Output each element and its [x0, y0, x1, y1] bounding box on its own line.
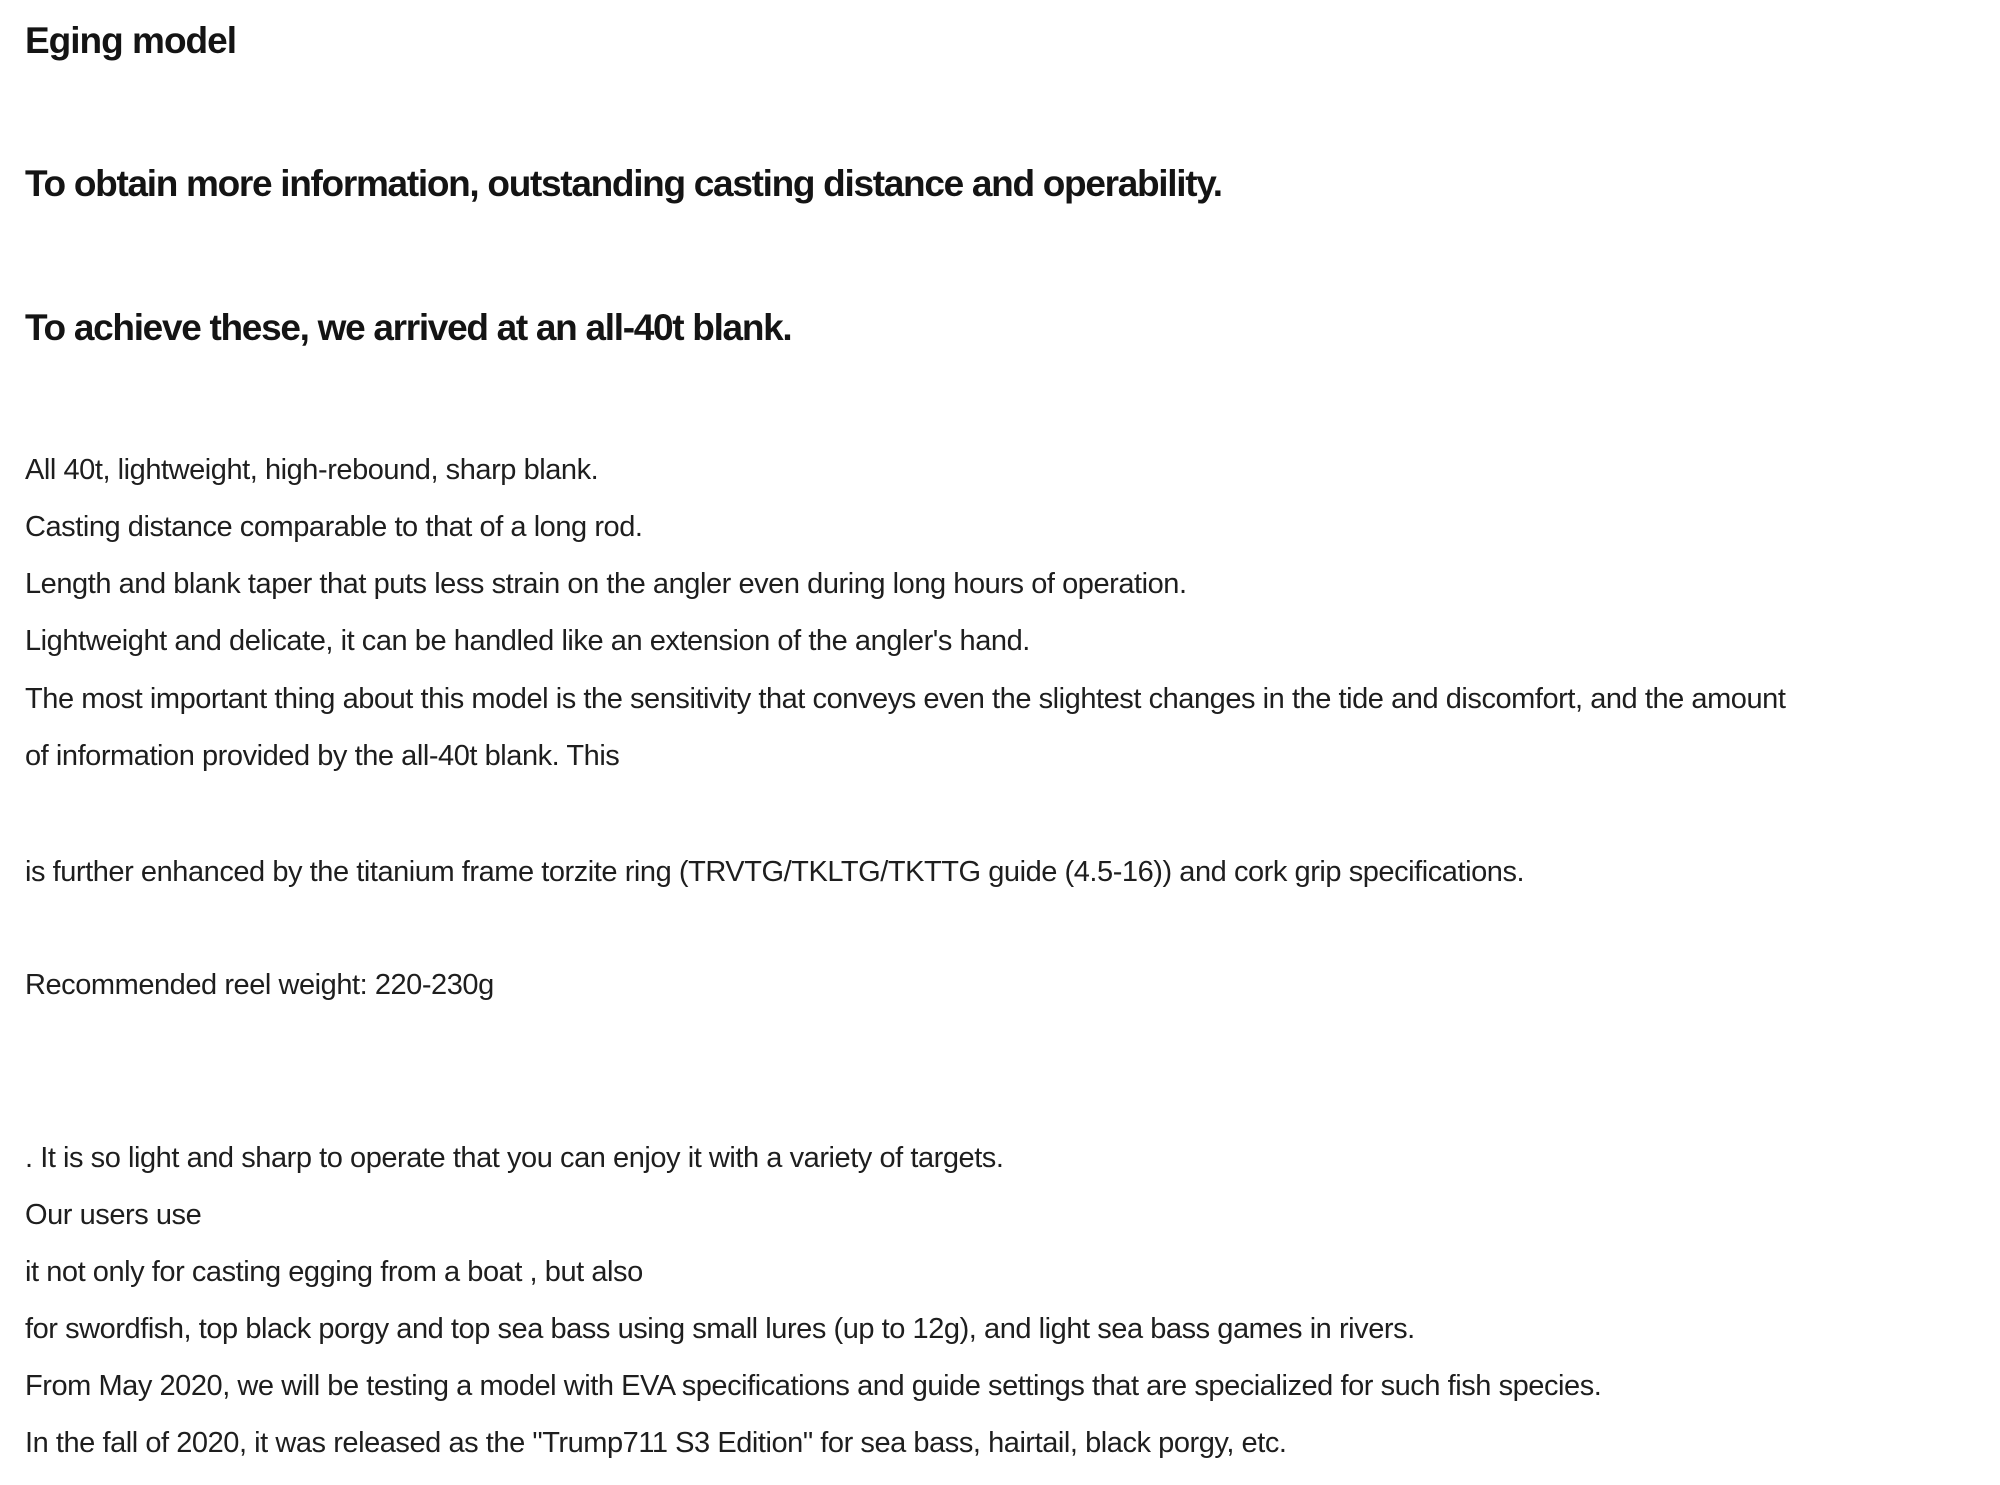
usage-line: From May 2020, we will be testing a model with EVA specifications and guide settings that are specialized for such fish species. [25, 1370, 1602, 1402]
page-title: Eging model [25, 20, 236, 61]
feature-line: All 40t, lightweight, high-rebound, sharp blank. [25, 454, 599, 486]
usage-line: for swordfish, top black porgy and top sea bass using small lures (up to 12g), and light sea bass games in rivers. [25, 1313, 1415, 1345]
reel-weight-text: Recommended reel weight: 220-230g [25, 969, 494, 1001]
enhancement-text: is further enhanced by the titanium frame torzite ring (TRVTG/TKLTG/TKTTG guide (4.5-16)) and cork grip specifications. [25, 856, 1525, 888]
feature-line: The most important thing about this model is the sensitivity that conveys even the slightest changes in the tide and discomfort, and the amount [25, 683, 1786, 715]
feature-line: Casting distance comparable to that of a long rod. [25, 511, 643, 543]
headline-information: To obtain more information, outstanding casting distance and operability. [25, 163, 1222, 204]
usage-line: In the fall of 2020, it was released as the "Trump711 S3 Edition" for sea bass, hairtail, black porgy, etc. [25, 1427, 1287, 1459]
usage-line: Our users use [25, 1199, 202, 1231]
usage-line: . It is so light and sharp to operate that you can enjoy it with a variety of targets. [25, 1142, 1004, 1174]
usage-line: it not only for casting egging from a boat , but also [25, 1256, 643, 1288]
feature-line: of information provided by the all-40t blank. This [25, 740, 620, 772]
feature-line: Lightweight and delicate, it can be handled like an extension of the angler's hand. [25, 625, 1030, 657]
headline-blank: To achieve these, we arrived at an all-40t blank. [25, 307, 792, 348]
feature-line: Length and blank taper that puts less strain on the angler even during long hours of operation. [25, 568, 1187, 600]
